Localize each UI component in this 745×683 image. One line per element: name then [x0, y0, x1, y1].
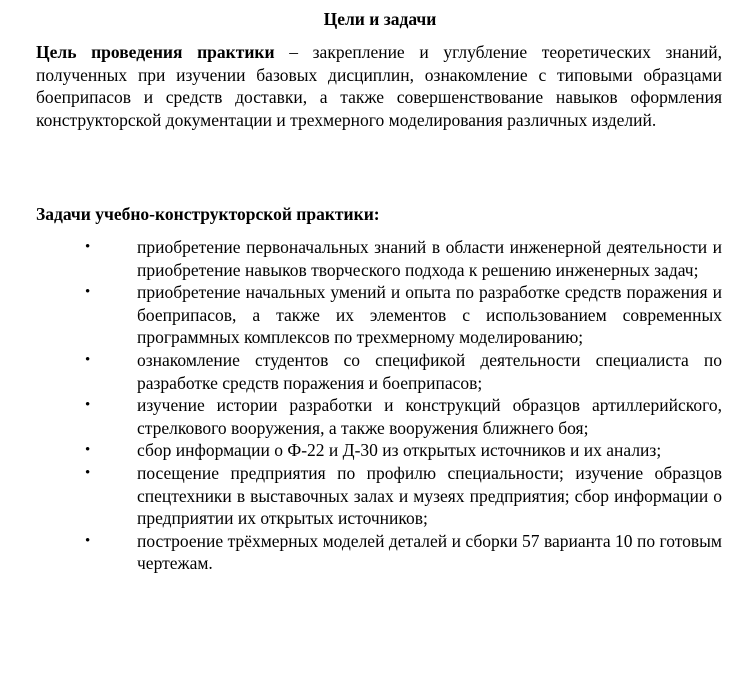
list-item	[0, 236, 722, 281]
list-item	[0, 281, 722, 349]
bullet-icon: •	[85, 532, 91, 549]
task-text: построение трёхмерных моделей деталей и сборки 57 варианта 10 по готовым чертежам.	[137, 530, 722, 574]
list-item	[0, 530, 722, 575]
task-text: приобретение начальных умений и опыта по разработке средств поражения и боеприпасов, а также их элементов с использованием современных программных комплексов по трехмерному моделированию;	[137, 282, 722, 348]
bullet-icon: •	[85, 442, 91, 459]
page-title: Цели и задачи	[323, 9, 437, 29]
task-text: приобретение первоначальных знаний в области инженерной деятельности и приобретение навыков творческого подхода к решению инженерных задач;	[137, 237, 722, 280]
goal-label: Цель проведения практики	[36, 42, 275, 62]
list-item	[0, 439, 722, 462]
goal-paragraph	[36, 41, 722, 131]
bullet-icon: •	[85, 239, 91, 255]
goal-text: – закрепление и углубление теоретических знаний, полученных при изучении базовых дисциплин, ознакомление с типовыми образцами боеприпасов и средств доставки, а также совершенствование навыков оформления конструкторской документации и трехмерного моделирования различных изделий.	[36, 42, 722, 130]
bullet-icon: •	[85, 284, 91, 301]
bullet-icon: •	[85, 351, 91, 368]
task-text: ознакомление студентов со спецификой деятельности специалиста по разработке средств поражения и боеприпасов;	[137, 349, 722, 393]
bullet-icon: •	[85, 464, 91, 481]
tasks-list	[0, 236, 745, 575]
list-item	[0, 462, 722, 530]
list-item	[0, 349, 722, 394]
tasks-heading: Задачи учебно-конструкторской практики:	[36, 204, 380, 224]
task-text: изучение истории разработки и конструкций образцов артиллерийского, стрелкового вооружения, а также вооружения ближнего боя;	[137, 395, 722, 438]
task-text: сбор информации о Ф-22 и Д-30 из открытых источников и их анализ;	[137, 440, 662, 461]
bullet-icon: •	[85, 397, 91, 414]
list-item	[0, 394, 722, 439]
task-text: посещение предприятия по профилю специальности; изучение образцов спецтехники в выставочных залах и музеях предприятия; сбор информации о предприятии их открытых источников;	[137, 462, 722, 529]
